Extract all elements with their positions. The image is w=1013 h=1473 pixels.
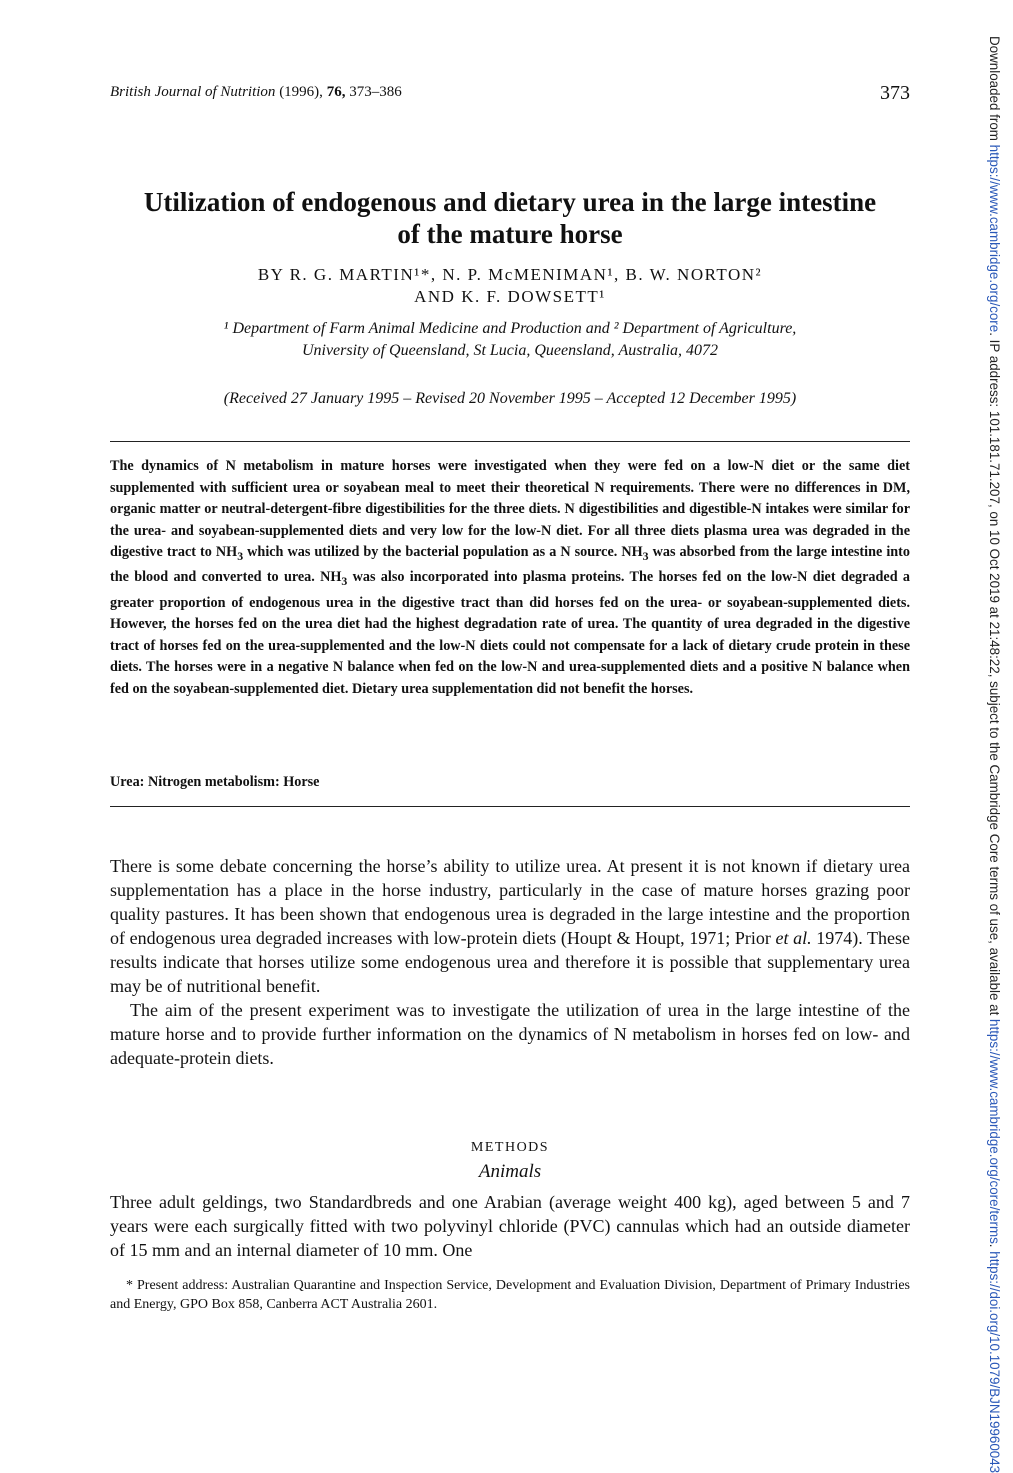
intro-paragraph-2: The aim of the present experiment was to investigate the utilization of urea in the large intestine of the mature horse and to provide further information on the dynamics of N metabolism in horses fed on low- and adequate-protein diets. xyxy=(110,1000,910,1068)
page-number: 373 xyxy=(880,82,910,104)
introduction xyxy=(110,854,910,1070)
intro-text: 1974). These results indicate that horses utilize some endogenous urea and therefore it is possible that supplementary urea may be of nutritional benefit. xyxy=(110,928,910,996)
title-line-1: Utilization of endogenous and dietary urea in the large intestine xyxy=(143,187,877,217)
affiliation xyxy=(110,318,910,362)
abstract-text-3: was absorbed from the large intestine into the blood and converted to urea. NH xyxy=(110,544,910,586)
abstract-top-rule xyxy=(110,441,910,442)
footnote-text: * Present address: Australian Quarantine and Inspection Service, Development and Evaluation Division, Department of Primary Industries and Energy, GPO Box 858, Canberra ACT Australia 2601. xyxy=(110,1278,910,1312)
intro-paragraph-1 xyxy=(110,854,910,998)
journal-year: (1996), xyxy=(279,84,323,100)
author-list xyxy=(110,264,910,308)
journal-volume: 76, xyxy=(326,84,346,100)
subscript-3: 3 xyxy=(341,574,348,589)
affiliation-line-1: ¹ Department of Farm Animal Medicine and Production and ² Department of Agriculture, xyxy=(223,320,797,337)
cambridge-core-link[interactable]: https://www.cambridge.org/core xyxy=(987,144,1002,333)
journal-name: British Journal of Nutrition xyxy=(110,84,276,100)
footnote xyxy=(110,1276,910,1314)
et-al: et al. xyxy=(775,928,812,948)
download-text: . xyxy=(987,1243,1002,1252)
terms-link[interactable]: https://www.cambridge.org/core/terms xyxy=(987,1019,1002,1244)
download-text: . IP address: 101.181.71.207, on 10 Oct 2019 at 21:48:22, subject to the Cambridge Core terms of use, available at xyxy=(987,332,1002,1020)
keywords: Urea: Nitrogen metabolism: Horse xyxy=(110,774,320,790)
subscript-3: 3 xyxy=(642,548,649,563)
download-notice xyxy=(978,36,1002,1473)
abstract-bottom-rule xyxy=(110,806,910,807)
received-dates: (Received 27 January 1995 – Revised 20 November 1995 – Accepted 12 December 1995) xyxy=(223,390,797,407)
journal-pages: 373–386 xyxy=(349,84,402,100)
doi-link[interactable]: https://doi.org/10.1079/BJN19960043 xyxy=(987,1251,1002,1473)
authors-line-2: AND K. F. DOWSETT¹ xyxy=(414,287,606,306)
subscript-3: 3 xyxy=(237,548,244,563)
article-title xyxy=(110,186,910,250)
affiliation-line-2: University of Queensland, St Lucia, Queensland, Australia, 4072 xyxy=(301,342,719,359)
abstract xyxy=(110,456,910,700)
authors-line-1: BY R. G. MARTIN¹*, N. P. McMENIMAN¹, B. W. NORTON² xyxy=(257,265,763,284)
running-head xyxy=(110,84,910,101)
subsection-heading: Animals xyxy=(478,1161,542,1182)
title-line-2: of the mature horse xyxy=(397,219,623,249)
abstract-text-4: was also incorporated into plasma proteins. The horses fed on the low-N diet degraded a greater proportion of endogenous urea in the digestive tract than did horses fed on the urea- or soyabean-supplemented diets. However, the horses fed on the urea diet had the highest degradation rate of urea. The quantity of urea degraded in the digestive tract of horses fed on the urea-supplemented and the low-N diets could not compensate for a lack of dietary crude protein in these diets. The horses were in a negative N balance when fed on the low-N and urea-supplemented diets and a positive N balance when fed on the soyabean-supplemented diet. Dietary urea supplementation did not benefit the horses. xyxy=(110,569,911,697)
methods-text xyxy=(110,1190,910,1262)
abstract-text-1: The dynamics of N metabolism in mature horses were investigated when they were fed on a low-N diet or the same diet supplemented with sufficient urea or soyabean meal to meet their theoretical N requirements. There were no differences in DM, organic matter or neutral-detergent-fibre digestibilities for the three diets. N digestibilities and digestible-N intakes were similar for the urea- and soyabean-supplemented diets and very low for the low-N diet. For all three diets plasma urea was degraded in the digestive tract to NH xyxy=(110,458,910,560)
abstract-text-2: which was utilized by the bacterial population as a N source. NH xyxy=(243,544,643,560)
methods-paragraph: Three adult geldings, two Standardbreds and one Arabian (average weight 400 kg), aged between 5 and 7 years were each surgically fitted with two polyvinyl chloride (PVC) cannulas which had an outside diameter of 15 mm and an internal diameter of 10 mm. One xyxy=(110,1192,910,1260)
intro-text: There is some debate concerning the horse’s ability to utilize urea. At present it is not known if dietary urea supplementation has a place in the horse industry, particularly in the case of mature horses grazing poor quality pastures. It has been shown that endogenous urea is degraded in the large intestine and the proportion of endogenous urea degraded increases with low-protein diets (Houpt & Houpt, 1971; Prior xyxy=(110,856,910,948)
section-heading: METHODS xyxy=(470,1140,550,1155)
download-text: Downloaded from xyxy=(987,36,1002,145)
